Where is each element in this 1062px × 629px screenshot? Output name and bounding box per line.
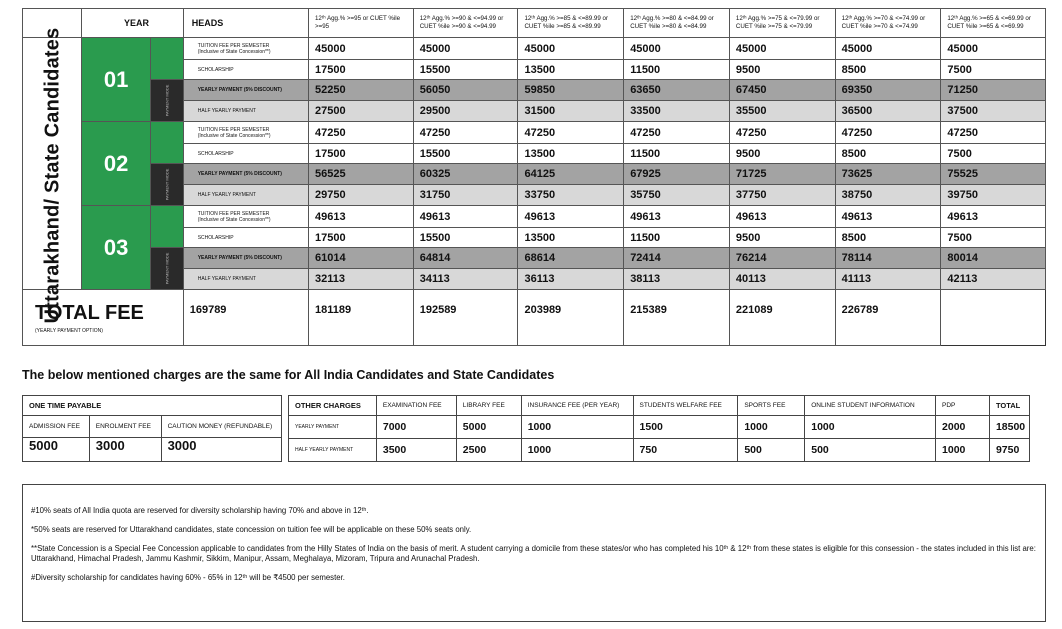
slab-header: 12ᵗʰ Agg.% >=75 & <=79.99 or CUET %ile >=75 & <=79.99 xyxy=(729,9,835,38)
fee-value: 71725 xyxy=(729,164,835,185)
fee-value: 64814 xyxy=(413,248,518,269)
head-text: YEARLY PAYMENT (5% DISCOUNT) xyxy=(197,255,282,261)
note-diversity-scholarship: #Diversity scholarship for candidates having 60% - 65% in 12ᵗʰ will be ₹4500 per semester. xyxy=(31,573,345,582)
payment-mode-strip xyxy=(150,248,183,290)
fee-value: 45000 xyxy=(729,38,835,60)
fee-value: 9500 xyxy=(729,144,835,164)
fee-row xyxy=(23,164,1046,185)
total-fee-subtitle: (YEARLY PAYMENT OPTION) xyxy=(35,327,103,334)
header-row xyxy=(23,9,1046,38)
head-subtext: (Inclusive of State Concession**) xyxy=(197,132,271,139)
fee-value: 27500 xyxy=(308,101,413,122)
one-time-payable-table xyxy=(22,395,282,462)
fee-value: 9500 xyxy=(729,228,835,248)
charge-value: 1000 xyxy=(521,439,633,462)
fee-value: 36500 xyxy=(835,101,941,122)
slab-header: 12ᵗʰ Agg.% >=85 & <=89.99 or CUET %ile >=85 & <=89.99 xyxy=(518,9,624,38)
charge-column-header: STUDENTS WELFARE FEE xyxy=(633,396,738,416)
fee-value: 47250 xyxy=(624,122,730,144)
fee-value: 45000 xyxy=(308,38,413,60)
fee-value: 38750 xyxy=(835,185,941,206)
enrolment-fee-label: ENROLMENT FEE xyxy=(89,416,161,438)
fee-value: 64125 xyxy=(518,164,624,185)
fee-value: 78114 xyxy=(835,248,941,269)
state-candidates-text: Uttarakhand/ State Candidates xyxy=(41,27,63,323)
fee-value: 69350 xyxy=(835,80,941,101)
charge-value: 1000 xyxy=(738,416,805,439)
note-state-concession: **State Concession is a Special Fee Concession applicable to candidates from the Hilly States of India on the basis of merit. A student carrying a domicile from these states/or who has completed his 10ᵗʰ & 12ᵗʰ from these states is eligible for this consession - the states included in this list are: Uttarakhand, Himachal Pradesh, Jammu Kashmir, Sikkim, Manipur, Assam, Meghalaya, Mizoram, Tripura and Arunachal Pradesh. xyxy=(31,544,1036,563)
fee-value: 49613 xyxy=(835,206,941,228)
fee-value: 42113 xyxy=(941,269,1046,290)
charge-value: 500 xyxy=(738,439,805,462)
note-diversity-quota: #10% seats of All India quota are reserved for diversity scholarship having 70% and above in 12ᵗʰ. xyxy=(31,506,369,515)
total-fee-value: 226789 xyxy=(835,290,941,346)
head-subtext: (Inclusive of State Concession**) xyxy=(197,48,271,55)
fee-row xyxy=(23,38,1046,60)
fee-value: 59850 xyxy=(518,80,624,101)
head-label xyxy=(183,206,308,228)
fee-value: 49613 xyxy=(308,206,413,228)
fee-value: 47250 xyxy=(308,122,413,144)
fee-value: 8500 xyxy=(835,144,941,164)
fee-value: 38113 xyxy=(624,269,730,290)
charge-value: 500 xyxy=(805,439,936,462)
charge-value: 3500 xyxy=(376,439,456,462)
spacer-cell xyxy=(150,122,183,164)
fee-value: 29500 xyxy=(413,101,518,122)
spacer-cell xyxy=(150,206,183,248)
fee-value: 45000 xyxy=(941,38,1046,60)
fee-value: 11500 xyxy=(624,228,730,248)
total-fee-value: 169789 xyxy=(183,290,308,346)
fee-value: 7500 xyxy=(941,228,1046,248)
head-text: HALF YEARLY PAYMENT xyxy=(197,108,256,114)
fee-value: 33750 xyxy=(518,185,624,206)
year-header: YEAR xyxy=(82,9,183,38)
fee-value: 49613 xyxy=(413,206,518,228)
fee-value: 67450 xyxy=(729,80,835,101)
charge-value: 1000 xyxy=(936,439,990,462)
slab-header: 12ᵗʰ Agg.% >=95 or CUET %ile >=95 xyxy=(308,9,413,38)
head-label xyxy=(183,185,308,206)
charge-column-header: INSURANCE FEE (PER YEAR) xyxy=(521,396,633,416)
fee-value: 56050 xyxy=(413,80,518,101)
fee-structure-table xyxy=(22,8,1046,346)
fee-value: 47250 xyxy=(729,122,835,144)
fee-value: 37500 xyxy=(941,101,1046,122)
fee-value: 68614 xyxy=(518,248,624,269)
total-fee-value: 203989 xyxy=(518,290,624,346)
head-text: YEARLY PAYMENT (5% DISCOUNT) xyxy=(197,171,282,177)
charge-value: 18500 xyxy=(989,416,1029,439)
fee-value: 47250 xyxy=(518,122,624,144)
fee-value: 17500 xyxy=(308,60,413,80)
charge-column-header: LIBRARY FEE xyxy=(456,396,521,416)
total-fee-value: 221089 xyxy=(729,290,835,346)
charge-column-header: ONLINE STUDENT INFORMATION xyxy=(805,396,936,416)
payment-mode-text: PAYMENT MODE xyxy=(164,252,170,285)
fee-row xyxy=(23,248,1046,269)
charge-row-label: HALF YEARLY PAYMENT xyxy=(289,439,377,462)
fee-value: 63650 xyxy=(624,80,730,101)
fee-value: 35500 xyxy=(729,101,835,122)
fee-value: 45000 xyxy=(413,38,518,60)
fee-value: 8500 xyxy=(835,60,941,80)
slab-header: 12ᵗʰ Agg.% >=80 & <=84.99 or CUET %ile >=80 & <=84.99 xyxy=(624,9,730,38)
fee-value: 80014 xyxy=(941,248,1046,269)
fee-value: 67925 xyxy=(624,164,730,185)
head-label xyxy=(183,38,308,60)
charge-value: 9750 xyxy=(989,439,1029,462)
head-label xyxy=(183,144,308,164)
charge-value: 750 xyxy=(633,439,738,462)
fee-value: 37750 xyxy=(729,185,835,206)
total-row xyxy=(23,290,1046,346)
year-number: 01 xyxy=(82,38,151,122)
caution-money-value: 3000 xyxy=(161,438,281,462)
total-fee-value: 192589 xyxy=(413,290,518,346)
fee-value: 41113 xyxy=(835,269,941,290)
head-label xyxy=(183,248,308,269)
fee-value: 40113 xyxy=(729,269,835,290)
fee-value: 17500 xyxy=(308,144,413,164)
charge-column-header: TOTAL xyxy=(989,396,1029,416)
fee-value: 11500 xyxy=(624,60,730,80)
admission-fee-value: 5000 xyxy=(23,438,90,462)
fee-value: 32113 xyxy=(308,269,413,290)
year-number: 02 xyxy=(82,122,151,206)
head-label xyxy=(183,269,308,290)
head-label xyxy=(183,60,308,80)
state-candidates-label xyxy=(22,8,83,342)
fee-value: 35750 xyxy=(624,185,730,206)
fee-value: 49613 xyxy=(624,206,730,228)
fee-value: 45000 xyxy=(518,38,624,60)
fee-value: 15500 xyxy=(413,144,518,164)
fee-value: 13500 xyxy=(518,228,624,248)
fee-value: 11500 xyxy=(624,144,730,164)
fee-value: 13500 xyxy=(518,144,624,164)
note-uttarakhand-reservation: *50% seats are reserved for Uttarakhand candidates, state concession on tuition fee will be applicable on these 50% seats only. xyxy=(31,525,472,534)
head-label xyxy=(183,164,308,185)
fee-value: 17500 xyxy=(308,228,413,248)
charge-column-header: EXAMINATION FEE xyxy=(376,396,456,416)
payment-mode-strip xyxy=(150,80,183,122)
head-subtext: (Inclusive of State Concession**) xyxy=(197,216,271,223)
fee-row xyxy=(23,122,1046,144)
fee-value: 76214 xyxy=(729,248,835,269)
other-charges-table xyxy=(288,395,1030,462)
payment-mode-text: PAYMENT MODE xyxy=(164,168,170,201)
fee-value: 72414 xyxy=(624,248,730,269)
slab-header: 12ᵗʰ Agg.% >=65 & <=69.99 or CUET %ile >=65 & <=69.99 xyxy=(941,9,1046,38)
fee-value: 47250 xyxy=(835,122,941,144)
head-text: TUITION FEE PER SEMESTER xyxy=(197,126,270,133)
fee-value: 8500 xyxy=(835,228,941,248)
fee-value: 45000 xyxy=(624,38,730,60)
slab-header: 12ᵗʰ Agg.% >=90 & <=94.99 or CUET %ile >=90 & <=94.99 xyxy=(413,9,518,38)
fee-value: 31500 xyxy=(518,101,624,122)
fee-value: 15500 xyxy=(413,228,518,248)
head-text: SCHOLARSHIP xyxy=(197,66,234,73)
fee-value: 29750 xyxy=(308,185,413,206)
slab-header: 12ᵗʰ Agg.% >=70 & <=74.99 or CUET %ile >=70 & <=74.99 xyxy=(835,9,941,38)
enrolment-fee-value: 3000 xyxy=(89,438,161,462)
charge-column-header: SPORTS FEE xyxy=(738,396,805,416)
fee-value: 49613 xyxy=(518,206,624,228)
payment-mode-text: PAYMENT MODE xyxy=(164,84,170,117)
fee-value: 34113 xyxy=(413,269,518,290)
notes-box xyxy=(22,484,1046,622)
fee-value: 60325 xyxy=(413,164,518,185)
charge-value: 2000 xyxy=(936,416,990,439)
fee-value: 49613 xyxy=(941,206,1046,228)
charge-value: 5000 xyxy=(456,416,521,439)
fee-value: 7500 xyxy=(941,144,1046,164)
total-fee-value: 215389 xyxy=(624,290,730,346)
total-fee-value: 181189 xyxy=(308,290,413,346)
fee-value: 49613 xyxy=(729,206,835,228)
fee-value: 47250 xyxy=(941,122,1046,144)
fee-row xyxy=(23,80,1046,101)
fee-value: 13500 xyxy=(518,60,624,80)
charge-value: 1000 xyxy=(521,416,633,439)
heads-header: HEADS xyxy=(183,9,308,38)
other-charges-title: OTHER CHARGES xyxy=(289,396,377,416)
fee-value: 47250 xyxy=(413,122,518,144)
charge-value: 7000 xyxy=(376,416,456,439)
fee-row xyxy=(23,206,1046,228)
charge-row xyxy=(289,416,1030,439)
head-label xyxy=(183,228,308,248)
head-label xyxy=(183,80,308,101)
head-text: HALF YEARLY PAYMENT xyxy=(197,192,256,198)
caution-money-label: CAUTION MONEY (REFUNDABLE) xyxy=(161,416,281,438)
fee-value: 9500 xyxy=(729,60,835,80)
head-text: TUITION FEE PER SEMESTER xyxy=(197,42,270,49)
fee-value: 61014 xyxy=(308,248,413,269)
year-number: 03 xyxy=(82,206,151,290)
head-text: YEARLY PAYMENT (5% DISCOUNT) xyxy=(197,87,282,93)
fee-value: 31750 xyxy=(413,185,518,206)
charge-column-header: PDP xyxy=(936,396,990,416)
fee-value: 7500 xyxy=(941,60,1046,80)
head-label xyxy=(183,101,308,122)
total-fee-title: TOTAL FEE xyxy=(35,301,144,324)
head-text: SCHOLARSHIP xyxy=(197,234,234,241)
fee-value: 73625 xyxy=(835,164,941,185)
charge-row-label: YEARLY PAYMENT xyxy=(289,416,377,439)
fee-value: 56525 xyxy=(308,164,413,185)
charge-value: 2500 xyxy=(456,439,521,462)
admission-fee-label: ADMISSION FEE xyxy=(23,416,90,438)
other-charges-header-row xyxy=(289,396,1030,416)
charge-value: 1000 xyxy=(805,416,936,439)
charge-value: 1500 xyxy=(633,416,738,439)
fee-value: 36113 xyxy=(518,269,624,290)
head-label xyxy=(183,122,308,144)
fee-value: 71250 xyxy=(941,80,1046,101)
fee-value: 52250 xyxy=(308,80,413,101)
spacer-cell xyxy=(150,38,183,80)
one-time-payable-title: ONE TIME PAYABLE xyxy=(23,396,282,416)
fee-value: 75525 xyxy=(941,164,1046,185)
fee-value: 39750 xyxy=(941,185,1046,206)
fee-value: 33500 xyxy=(624,101,730,122)
head-text: HALF YEARLY PAYMENT xyxy=(197,276,256,282)
common-charges-heading: The below mentioned charges are the same for All India Candidates and State Candidates xyxy=(22,368,555,382)
charge-row xyxy=(289,439,1030,462)
head-text: TUITION FEE PER SEMESTER xyxy=(197,210,270,217)
fee-value: 45000 xyxy=(835,38,941,60)
head-text: SCHOLARSHIP xyxy=(197,150,234,157)
fee-value: 15500 xyxy=(413,60,518,80)
payment-mode-strip xyxy=(150,164,183,206)
